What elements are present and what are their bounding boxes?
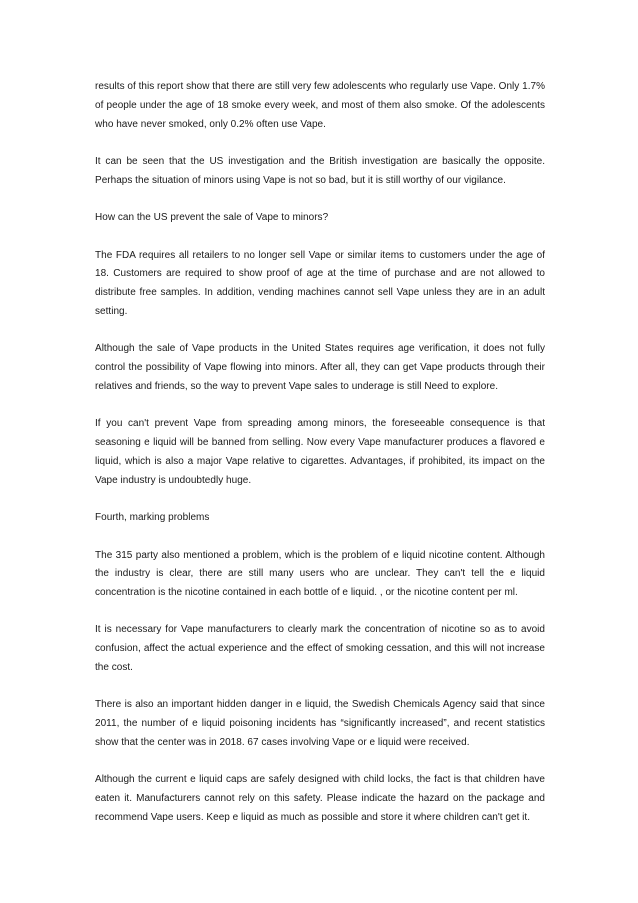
section-heading-marking-problems: Fourth, marking problems <box>95 512 210 524</box>
paragraph-adolescent-survey: results of this report show that there are still very few adolescents who regularly use Vape. Only 1.7% of people under the age of 18 smoke every week, and most of them also smoke. Of the adolescents who have never smoked, only 0.2% often use Vape. <box>95 81 545 130</box>
paragraph-age-verification: Although the sale of Vape products in the United States requires age verification, it does not fully control the possibility of Vape flowing into minors. After all, they can get Vape products through their relatives and friends, so the way to prevent Vape sales to underage is still Need to explore. <box>95 343 545 392</box>
document-body <box>95 78 545 846</box>
paragraph-us-british-comparison: It can be seen that the US investigation and the British investigation are basically the opposite. Perhaps the situation of minors using Vape is not so bad, but it is still worthy of our vigilance. <box>95 155 545 186</box>
paragraph-flavor-ban: If you can't prevent Vape from spreading among minors, the foreseeable consequence is that seasoning e liquid will be banned from selling. Now every Vape manufacturer produces a flavored e liquid, which is also a major Vape relative to cigarettes. Advantages, if prohibited, its impact on the Vape industry is undoubtedly huge. <box>95 418 545 486</box>
paragraph-marking-concentration: It is necessary for Vape manufacturers to clearly mark the concentration of nicotine so as to avoid confusion, affect the actual experience and the effect of smoking cessation, and this will not increase the cost. <box>95 624 545 674</box>
paragraph-child-locks: Although the current e liquid caps are safely designed with child locks, the fact is that children have eaten it. Manufacturers cannot rely on this safety. Please indicate the hazard on the package and recommend Vape users. Keep e liquid as much as possible and store it where children can't get it. <box>95 774 545 824</box>
section-question-heading: How can the US prevent the sale of Vape to minors? <box>95 212 329 224</box>
paragraph-fda-requirements: The FDA requires all retailers to no longer sell Vape or similar items to customers under the age of 18. Customers are required to show proof of age at the time of purchase and are not allowed to distribute free samples. In addition, vending machines cannot sell Vape unless they are in an adult setting. <box>95 249 545 317</box>
paragraph-nicotine-content: The 315 party also mentioned a problem, which is the problem of e liquid nicotine content. Although the industry is clear, there are still many users who are unclear. They can't tell the e liquid concentration is the nicotine contained in each bottle of e liquid. , or the nicotine content per ml. <box>95 549 545 599</box>
paragraph-poisoning-incidents: There is also an important hidden danger in e liquid, the Swedish Chemicals Agency said that since 2011, the number of e liquid poisoning incidents has “significantly increased”, and recent statistics show that the center was in 2018. 67 cases involving Vape or e liquid were received. <box>95 699 545 749</box>
